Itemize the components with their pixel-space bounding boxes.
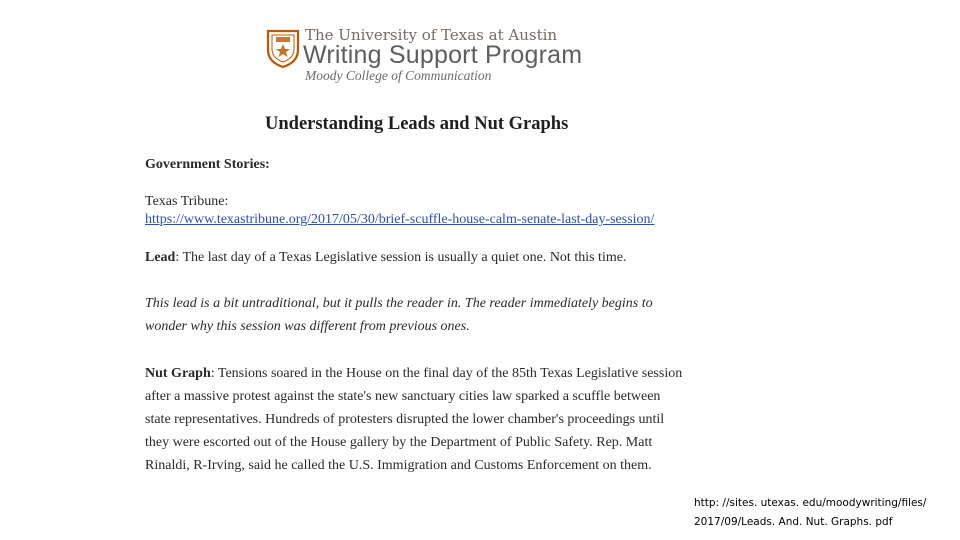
nut-graph-line: they were escorted out of the House gallery by the Department of Public Safety. Rep. Matt [145,435,653,450]
source-name: Texas Tribune: [145,194,229,209]
logo-program-name: Writing Support Program [303,41,583,69]
document-title: Understanding Leads and Nut Graphs [265,114,569,134]
nut-graph-line: Rinaldi, R-Irving, said he called the U.S. Immigration and Customs Enforcement on them. [145,458,652,473]
nut-graph-label: Nut Graph [145,366,211,381]
ut-writing-logo [266,26,586,86]
source-citation [694,494,926,532]
nut-graph-first-line: : Tensions soared in the House on the final day of the 85th Texas Legislative session [210,366,683,381]
nut-graph-line: state representatives. Hundreds of protesters disrupted the lower chamber's proceedings until [145,412,665,427]
logo-university-name: The University of Texas at Austin [305,26,558,44]
lead-label: Lead [145,250,176,265]
ut-seal-icon [266,28,300,68]
section-heading: Government Stories: [145,157,270,172]
nut-graph-paragraph [145,366,682,382]
commentary-line: This lead is a bit untraditional, but it pulls the reader in. The reader immediately begins to [145,296,653,311]
source-citation-line: http: //sites. utexas. edu/moodywriting/files/ [694,497,927,509]
logo-college-name: Moody College of Communication [305,68,492,83]
commentary-line: wonder why this session was different from previous ones. [145,319,470,334]
lead-text: : The last day of a Texas Legislative session is usually a quiet one. Not this time. [175,250,627,265]
lead-paragraph [145,250,626,266]
source-url-link[interactable]: https://www.texastribune.org/2017/05/30/brief-scuffle-house-calm-senate-last-day-session/ [145,212,655,227]
nut-graph-line: after a massive protest against the state's new sanctuary cities law sparked a scuffle between [145,389,661,404]
source-citation-line: 2017/09/Leads. And. Nut. Graphs. pdf [694,516,893,528]
